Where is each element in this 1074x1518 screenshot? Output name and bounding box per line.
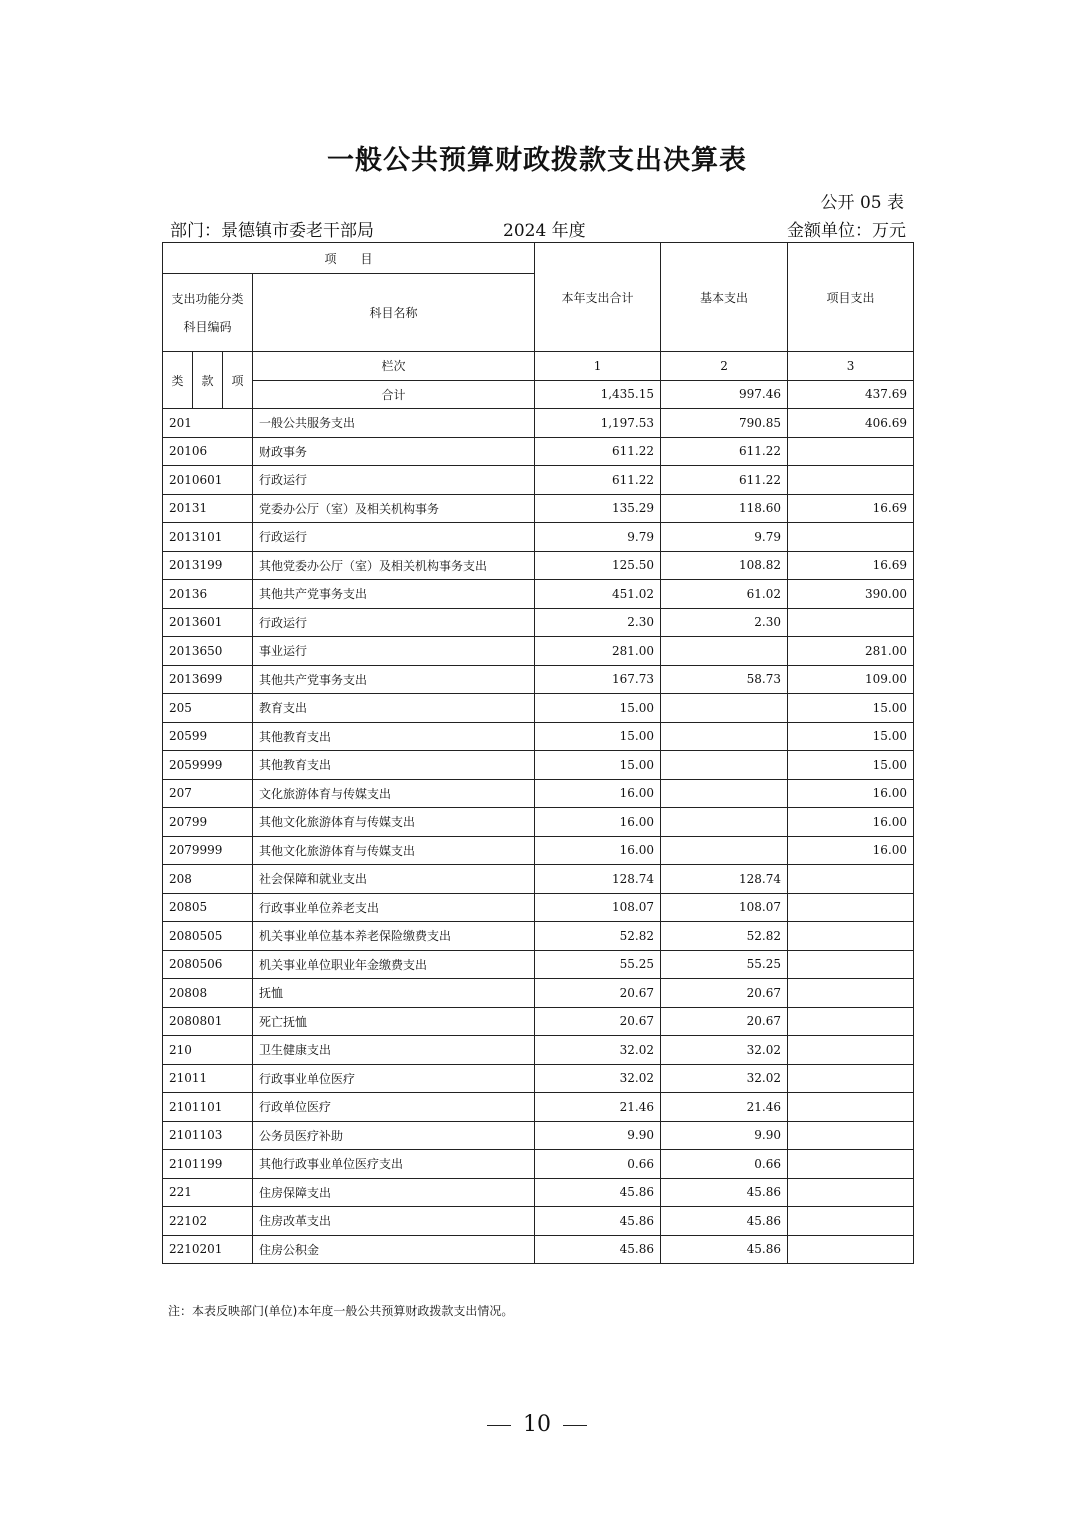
- row-total: 167.73: [535, 665, 661, 694]
- table-row: [163, 1007, 914, 1036]
- row-name: 抚恤: [253, 979, 535, 1008]
- table-row: [163, 1036, 914, 1065]
- row-project: 281.00: [788, 637, 914, 666]
- row-total: 128.74: [535, 865, 661, 894]
- header-name-label: 科目名称: [253, 274, 535, 352]
- row-project: [788, 893, 914, 922]
- table-row: [163, 722, 914, 751]
- row-basic: 20.67: [661, 979, 788, 1008]
- row-project: [788, 922, 914, 951]
- row-basic: 790.85: [661, 409, 788, 438]
- row-total: 108.07: [535, 893, 661, 922]
- row-code: 2101101: [163, 1093, 253, 1122]
- table-row: [163, 836, 914, 865]
- row-name: 其他文化旅游体育与传媒支出: [253, 836, 535, 865]
- row-total: 281.00: [535, 637, 661, 666]
- row-basic: 61.02: [661, 580, 788, 609]
- header-index-3: 3: [788, 352, 914, 381]
- row-basic: 55.25: [661, 950, 788, 979]
- table-row: [163, 1064, 914, 1093]
- row-basic: 108.82: [661, 551, 788, 580]
- row-project: 15.00: [788, 722, 914, 751]
- header-code-label: 支出功能分类科目编码: [163, 274, 253, 352]
- page-number: [0, 1412, 1074, 1437]
- page-dash-right: [563, 1425, 587, 1426]
- row-code: 21011: [163, 1064, 253, 1093]
- row-name: 其他共产党事务支出: [253, 665, 535, 694]
- row-project: 16.00: [788, 779, 914, 808]
- header-kuan: 款: [193, 352, 223, 409]
- row-total: 16.00: [535, 836, 661, 865]
- row-name: 社会保障和就业支出: [253, 865, 535, 894]
- table-row: [163, 665, 914, 694]
- row-name: 公务员医疗补助: [253, 1121, 535, 1150]
- row-basic: 611.22: [661, 437, 788, 466]
- row-project: 406.69: [788, 409, 914, 438]
- table-row: [163, 950, 914, 979]
- table-row: [163, 494, 914, 523]
- row-name: 行政运行: [253, 523, 535, 552]
- row-total: 55.25: [535, 950, 661, 979]
- row-project: 15.00: [788, 751, 914, 780]
- row-code: 2013101: [163, 523, 253, 552]
- row-total: 20.67: [535, 1007, 661, 1036]
- row-project: [788, 950, 914, 979]
- row-total: 52.82: [535, 922, 661, 951]
- row-total: 611.22: [535, 437, 661, 466]
- table-row: [163, 922, 914, 951]
- row-project: [788, 1064, 914, 1093]
- row-basic: 118.60: [661, 494, 788, 523]
- row-basic: 0.66: [661, 1150, 788, 1179]
- row-code: 201: [163, 409, 253, 438]
- row-basic: 20.67: [661, 1007, 788, 1036]
- row-code: 2080801: [163, 1007, 253, 1036]
- row-project: 16.00: [788, 836, 914, 865]
- row-code: 20131: [163, 494, 253, 523]
- row-project: [788, 1036, 914, 1065]
- row-code: 22102: [163, 1207, 253, 1236]
- row-total: 21.46: [535, 1093, 661, 1122]
- row-project: 15.00: [788, 694, 914, 723]
- row-basic: 32.02: [661, 1064, 788, 1093]
- row-name: 行政单位医疗: [253, 1093, 535, 1122]
- row-code: 2080505: [163, 922, 253, 951]
- table-row: [163, 580, 914, 609]
- row-total: 15.00: [535, 751, 661, 780]
- row-total: 16.00: [535, 808, 661, 837]
- row-name: 住房保障支出: [253, 1178, 535, 1207]
- header-index-2: 2: [661, 352, 788, 381]
- row-basic: 52.82: [661, 922, 788, 951]
- row-code: 20136: [163, 580, 253, 609]
- row-code: 2079999: [163, 836, 253, 865]
- sum-row: [163, 380, 914, 409]
- footnote: 注：本表反映部门(单位)本年度一般公共预算财政拨款支出情况。: [168, 1304, 514, 1318]
- row-total: 45.86: [535, 1178, 661, 1207]
- row-code: 210: [163, 1036, 253, 1065]
- row-code: 205: [163, 694, 253, 723]
- row-basic: 45.86: [661, 1235, 788, 1264]
- row-name: 文化旅游体育与传媒支出: [253, 779, 535, 808]
- row-project: [788, 1093, 914, 1122]
- row-project: [788, 1150, 914, 1179]
- row-project: [788, 1207, 914, 1236]
- row-name: 其他党委办公厅（室）及相关机构事务支出: [253, 551, 535, 580]
- row-name: 一般公共服务支出: [253, 409, 535, 438]
- row-code: 2013650: [163, 637, 253, 666]
- header-row-lanci: [163, 352, 914, 381]
- table-row: [163, 466, 914, 495]
- row-total: 16.00: [535, 779, 661, 808]
- table-row: [163, 1235, 914, 1264]
- header-index-1: 1: [535, 352, 661, 381]
- row-basic: 128.74: [661, 865, 788, 894]
- header-lei: 类: [163, 352, 193, 409]
- row-code: 2013699: [163, 665, 253, 694]
- row-basic: [661, 637, 788, 666]
- header-col-basic: 基本支出: [661, 243, 788, 352]
- row-basic: [661, 722, 788, 751]
- row-project: 109.00: [788, 665, 914, 694]
- row-total: 32.02: [535, 1064, 661, 1093]
- form-number: 公开 05 表: [820, 193, 904, 213]
- row-basic: 58.73: [661, 665, 788, 694]
- row-code: 20106: [163, 437, 253, 466]
- row-basic: 9.90: [661, 1121, 788, 1150]
- sum-label: 合计: [253, 380, 535, 409]
- row-name: 行政运行: [253, 466, 535, 495]
- row-code: 20808: [163, 979, 253, 1008]
- row-code: 207: [163, 779, 253, 808]
- header-xiang: 项: [223, 352, 253, 409]
- row-basic: 611.22: [661, 466, 788, 495]
- row-name: 住房改革支出: [253, 1207, 535, 1236]
- row-code: 2080506: [163, 950, 253, 979]
- row-code: 208: [163, 865, 253, 894]
- page-number-value: 10: [523, 1412, 551, 1437]
- row-name: 行政事业单位养老支出: [253, 893, 535, 922]
- row-total: 15.00: [535, 722, 661, 751]
- row-code: 20805: [163, 893, 253, 922]
- row-basic: 45.86: [661, 1207, 788, 1236]
- table-row: [163, 1178, 914, 1207]
- row-project: [788, 1235, 914, 1264]
- table-row: [163, 1121, 914, 1150]
- row-code: 2210201: [163, 1235, 253, 1264]
- row-basic: [661, 751, 788, 780]
- table-row: [163, 437, 914, 466]
- row-name: 教育支出: [253, 694, 535, 723]
- header-col-project: 项目支出: [788, 243, 914, 352]
- header-row-item: [163, 243, 914, 274]
- row-basic: 9.79: [661, 523, 788, 552]
- unit-label: 金额单位：万元: [787, 221, 906, 241]
- row-name: 其他教育支出: [253, 722, 535, 751]
- row-project: [788, 608, 914, 637]
- row-basic: [661, 694, 788, 723]
- row-basic: [661, 836, 788, 865]
- row-total: 32.02: [535, 1036, 661, 1065]
- table-row: [163, 637, 914, 666]
- row-code: 2101199: [163, 1150, 253, 1179]
- page-title: 一般公共预算财政拨款支出决算表: [327, 145, 747, 176]
- table-row: [163, 893, 914, 922]
- row-project: [788, 466, 914, 495]
- row-code: 2101103: [163, 1121, 253, 1150]
- row-total: 0.66: [535, 1150, 661, 1179]
- row-project: [788, 1121, 914, 1150]
- row-project: [788, 437, 914, 466]
- row-name: 其他文化旅游体育与传媒支出: [253, 808, 535, 837]
- row-name: 机关事业单位基本养老保险缴费支出: [253, 922, 535, 951]
- row-basic: [661, 808, 788, 837]
- row-total: 611.22: [535, 466, 661, 495]
- table-row: [163, 779, 914, 808]
- row-basic: [661, 779, 788, 808]
- row-name: 事业运行: [253, 637, 535, 666]
- row-basic: 32.02: [661, 1036, 788, 1065]
- row-code: 20799: [163, 808, 253, 837]
- row-project: [788, 865, 914, 894]
- row-total: 20.67: [535, 979, 661, 1008]
- header-lanci: 栏次: [253, 352, 535, 381]
- row-name: 卫生健康支出: [253, 1036, 535, 1065]
- row-name: 财政事务: [253, 437, 535, 466]
- row-basic: 108.07: [661, 893, 788, 922]
- row-total: 9.90: [535, 1121, 661, 1150]
- row-name: 党委办公厅（室）及相关机构事务: [253, 494, 535, 523]
- table-row: [163, 808, 914, 837]
- row-name: 死亡抚恤: [253, 1007, 535, 1036]
- row-total: 15.00: [535, 694, 661, 723]
- meta-line: [170, 216, 906, 240]
- row-total: 2.30: [535, 608, 661, 637]
- sum-total: 1,435.15: [535, 380, 661, 409]
- table-row: [163, 1150, 914, 1179]
- row-total: 135.29: [535, 494, 661, 523]
- department-label: 部门：景德镇市委老干部局: [170, 221, 374, 241]
- row-name: 住房公积金: [253, 1235, 535, 1264]
- table-row: [163, 409, 914, 438]
- row-total: 451.02: [535, 580, 661, 609]
- row-code: 2013601: [163, 608, 253, 637]
- row-name: 行政运行: [253, 608, 535, 637]
- row-name: 其他教育支出: [253, 751, 535, 780]
- table-row: [163, 1093, 914, 1122]
- row-total: 125.50: [535, 551, 661, 580]
- table-row: [163, 523, 914, 552]
- row-basic: 2.30: [661, 608, 788, 637]
- expenditure-table: [162, 242, 914, 1264]
- table-row: [163, 1207, 914, 1236]
- table-row: [163, 694, 914, 723]
- row-basic: 21.46: [661, 1093, 788, 1122]
- row-total: 45.86: [535, 1235, 661, 1264]
- row-code: 2013199: [163, 551, 253, 580]
- row-code: 221: [163, 1178, 253, 1207]
- row-name: 其他共产党事务支出: [253, 580, 535, 609]
- row-name: 行政事业单位医疗: [253, 1064, 535, 1093]
- row-project: 16.69: [788, 551, 914, 580]
- year-label: 2024 年度: [503, 221, 586, 241]
- row-project: [788, 979, 914, 1008]
- row-project: 16.69: [788, 494, 914, 523]
- row-name: 其他行政事业单位医疗支出: [253, 1150, 535, 1179]
- table-row: [163, 608, 914, 637]
- sum-project: 437.69: [788, 380, 914, 409]
- row-project: [788, 523, 914, 552]
- row-project: [788, 1178, 914, 1207]
- row-code: 20599: [163, 722, 253, 751]
- table-row: [163, 551, 914, 580]
- sum-basic: 997.46: [661, 380, 788, 409]
- row-name: 机关事业单位职业年金缴费支出: [253, 950, 535, 979]
- page-dash-left: [487, 1425, 511, 1426]
- table-row: [163, 751, 914, 780]
- table-row: [163, 865, 914, 894]
- row-project: [788, 1007, 914, 1036]
- row-total: 1,197.53: [535, 409, 661, 438]
- row-code: 2010601: [163, 466, 253, 495]
- row-code: 2059999: [163, 751, 253, 780]
- header-col-total: 本年支出合计: [535, 243, 661, 352]
- row-basic: 45.86: [661, 1178, 788, 1207]
- row-total: 9.79: [535, 523, 661, 552]
- row-project: 16.00: [788, 808, 914, 837]
- header-item: 项 目: [163, 243, 535, 274]
- row-project: 390.00: [788, 580, 914, 609]
- table-row: [163, 979, 914, 1008]
- row-total: 45.86: [535, 1207, 661, 1236]
